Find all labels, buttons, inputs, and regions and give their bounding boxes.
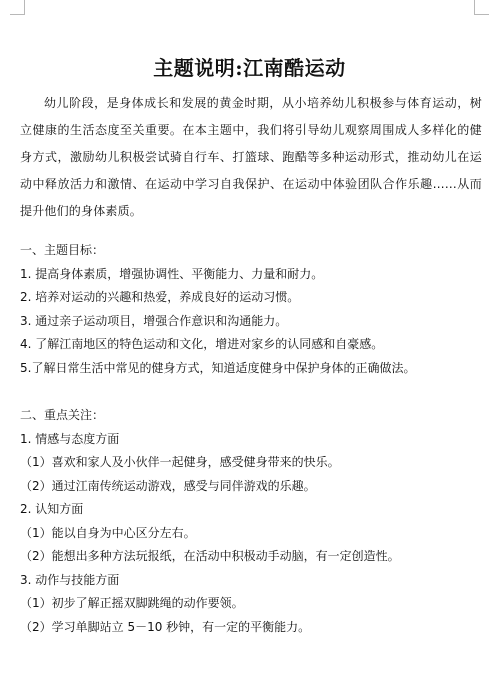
focus-subheading: 1. 情感与态度方面 — [20, 431, 120, 446]
goals-section — [20, 239, 482, 380]
focus-heading: 二、重点关注： — [20, 408, 105, 422]
focus-item: （2）能想出多种方法玩报纸，在活动中积极动手动脑，有一定创造性。 — [20, 549, 400, 563]
crop-mark-top-left — [10, 0, 25, 15]
focus-subheading: 2. 认知方面 — [20, 502, 84, 516]
focus-item: （2）学习单脚站立 5－10 秒钟，有一定的平衡能力。 — [20, 619, 311, 634]
crop-mark-top-right — [474, 0, 489, 15]
focus-subheading: 3. 动作与技能方面 — [20, 572, 120, 587]
focus-item: （2）通过江南传统运动游戏，感受与同伴游戏的乐趣。 — [20, 478, 316, 493]
focus-item: （1）初步了解正摇双脚跳绳的动作要领。 — [20, 596, 244, 610]
focus-item: （1）能以自身为中心区分左右。 — [20, 525, 196, 540]
document-title: 主题说明:江南酷运动 — [153, 56, 346, 80]
goal-item: 1. 提高身体素质，增强协调性、平衡能力、力量和耐力。 — [20, 266, 324, 281]
goal-item: 4. 了解江南地区的特色运动和文化，增进对家乡的认同感和自豪感。 — [20, 337, 384, 351]
goal-item: 3. 通过亲子运动项目，增强合作意识和沟通能力。 — [20, 313, 288, 328]
focus-item: （1）喜欢和家人及小伙伴一起健身，感受健身带来的快乐。 — [20, 455, 340, 469]
goal-item: 2. 培养对运动的兴趣和热爱，养成良好的运动习惯。 — [20, 290, 300, 304]
focus-section — [20, 404, 482, 639]
goals-heading: 一、主题目标： — [20, 243, 105, 257]
goal-item: 5.了解日常生活中常见的健身方式，知道适度健身中保护身体的正确做法。 — [20, 360, 416, 375]
intro-paragraph: 幼儿阶段，是身体成长和发展的黄金时期，从小培养幼儿积极参与体育运动，树立健康的生活态度至关重要。在本主题中，我们将引导幼儿观察周围成人多样化的健身方式，激励幼儿积极尝试骑自行车、打篮球、跑酷等多种运动形式，推动幼儿在运动中释放活力和激情、在运动中学习自我保护、在运动中体验团队合作乐趣……从而提升他们的身体素质。 — [20, 96, 482, 218]
